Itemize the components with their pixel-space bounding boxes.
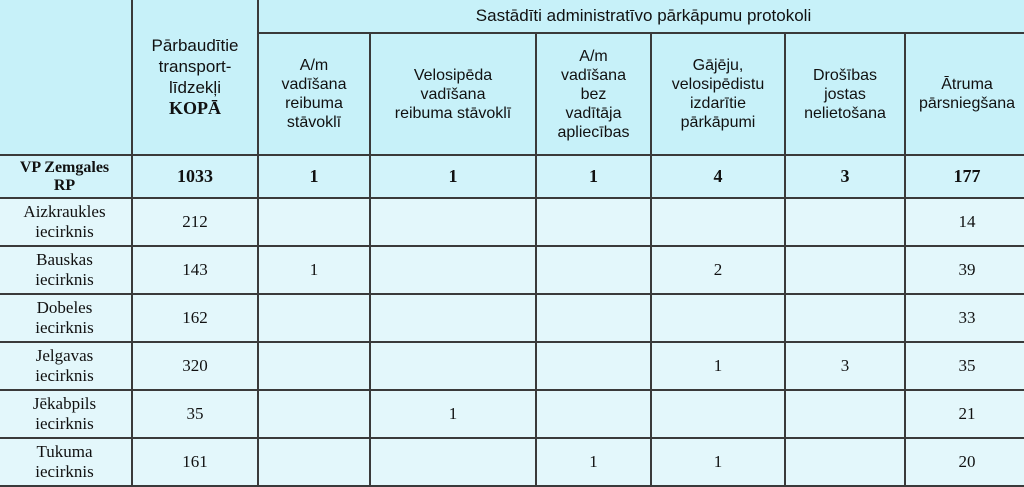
row-cell [370, 342, 536, 390]
row-cell [258, 342, 370, 390]
row-cell [785, 198, 905, 246]
row-label: Dobeles iecirknis [0, 294, 132, 342]
table-row [0, 342, 1024, 390]
row-cell: 20 [905, 438, 1024, 486]
row-cell: 1 [536, 438, 651, 486]
total-header-line: līdzekļi [169, 77, 221, 97]
row-cell: 35 [905, 342, 1024, 390]
row-cell: 1 [651, 342, 785, 390]
row-cell [785, 438, 905, 486]
summary-value: 1 [536, 155, 651, 198]
row-cell: 2 [651, 246, 785, 294]
table-row [0, 294, 1024, 342]
row-cell: 14 [905, 198, 1024, 246]
summary-value: 1 [370, 155, 536, 198]
row-cell [536, 342, 651, 390]
row-cell [258, 390, 370, 438]
column-header-seatbelt: Drošības jostas nelietošana [785, 33, 905, 155]
row-label: Bauskas iecirknis [0, 246, 132, 294]
summary-row [0, 155, 1024, 198]
total-header-line: Pārbaudītie [151, 35, 239, 55]
row-cell [258, 294, 370, 342]
row-cell [536, 294, 651, 342]
table-row [0, 246, 1024, 294]
summary-value: 3 [785, 155, 905, 198]
row-cell [370, 438, 536, 486]
row-cell: 1 [651, 438, 785, 486]
summary-value: 1 [258, 155, 370, 198]
corner-cell [0, 0, 132, 155]
row-cell: 3 [785, 342, 905, 390]
row-cell: 21 [905, 390, 1024, 438]
row-total: 162 [132, 294, 258, 342]
column-header-no-license: A/m vadīšana bez vadītāja apliecības [536, 33, 651, 155]
row-label: Jēkabpils iecirknis [0, 390, 132, 438]
row-cell [536, 390, 651, 438]
summary-value: 4 [651, 155, 785, 198]
summary-value: 177 [905, 155, 1024, 198]
row-total: 320 [132, 342, 258, 390]
row-cell [536, 246, 651, 294]
group-header: Sastādīti administratīvo pārkāpumu protokoli [258, 0, 1024, 33]
row-cell [370, 294, 536, 342]
column-header-speeding: Ātruma pārsniegšana [905, 33, 1024, 155]
row-cell [651, 198, 785, 246]
row-total: 212 [132, 198, 258, 246]
row-cell [785, 246, 905, 294]
row-total: 143 [132, 246, 258, 294]
column-header-drunk-bicycle: Velosipēda vadīšana reibuma stāvoklī [370, 33, 536, 155]
row-cell: 1 [370, 390, 536, 438]
row-label: Aizkraukles iecirknis [0, 198, 132, 246]
row-cell: 39 [905, 246, 1024, 294]
row-cell: 1 [258, 246, 370, 294]
summary-total: 1033 [132, 155, 258, 198]
table-row [0, 198, 1024, 246]
row-cell [651, 390, 785, 438]
total-header-line: transport- [158, 56, 232, 76]
column-header-drunk-car: A/m vadīšana reibuma stāvoklī [258, 33, 370, 155]
table-row [0, 438, 1024, 486]
column-header-pedestrian-cyclist: Gājēju, velosipēdistu izdarītie pārkāpumi [651, 33, 785, 155]
total-header-bold: KOPĀ [169, 97, 221, 118]
row-cell [370, 246, 536, 294]
row-cell [258, 198, 370, 246]
row-cell [258, 438, 370, 486]
row-cell [785, 390, 905, 438]
row-cell [785, 294, 905, 342]
row-total: 161 [132, 438, 258, 486]
total-inspected-header [132, 0, 258, 155]
row-label: Tukuma iecirknis [0, 438, 132, 486]
row-cell: 33 [905, 294, 1024, 342]
row-total: 35 [132, 390, 258, 438]
row-cell [536, 198, 651, 246]
summary-label: VP Zemgales RP [0, 155, 132, 198]
row-cell [370, 198, 536, 246]
row-cell [651, 294, 785, 342]
table-row [0, 390, 1024, 438]
row-label: Jelgavas iecirknis [0, 342, 132, 390]
